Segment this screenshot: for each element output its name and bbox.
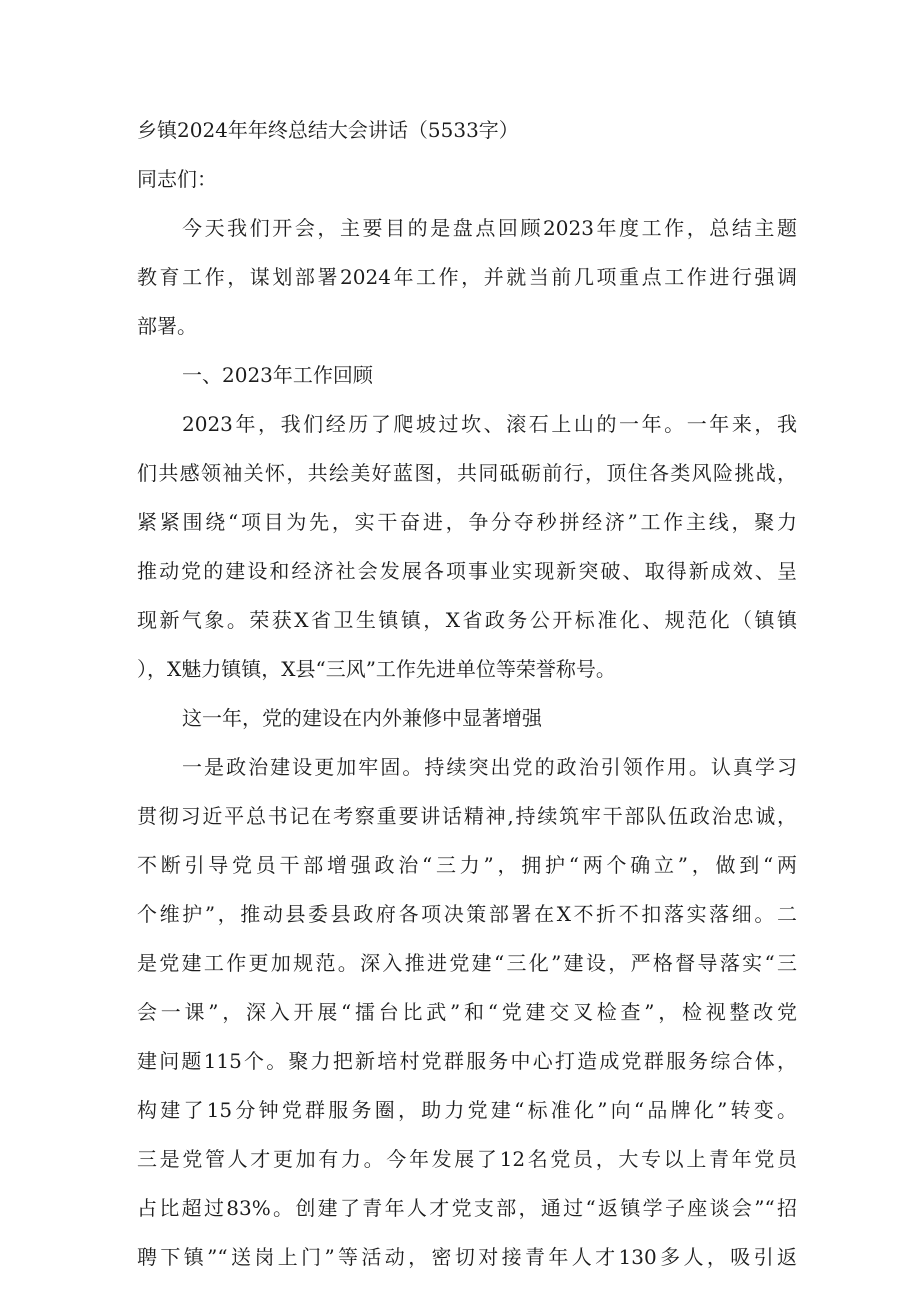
- review-line: 2023年，我们经历了爬坡过坎、滚石上山的一年。一年来，我: [182, 412, 797, 436]
- document-title: 乡镇2024年年终总结大会讲话（5533字）: [137, 118, 519, 142]
- party-line: 是党建工作更加规范。深入推进党建“三化”建设，严格督导落实“三: [137, 951, 797, 975]
- party-line: 三是党管人才更加有力。今年发展了12名党员，大专以上青年党员: [137, 1147, 797, 1171]
- party-line: 聘下镇”“送岗上门”等活动，密切对接青年人才130多人，吸引返: [137, 1245, 797, 1269]
- review-line: 现新气象。荣获X省卫生镇镇，X省政务公开标准化、规范化（镇镇: [137, 608, 797, 632]
- section-heading: 一、2023年工作回顾: [182, 363, 373, 387]
- intro-line: 今天我们开会，主要目的是盘点回顾2023年度工作，总结主题: [182, 216, 797, 240]
- review-line: ），X魅力镇镇，X县“三风”工作先进单位等荣誉称号。: [137, 657, 616, 681]
- intro-line: 教育工作，谋划部署2024年工作，并就当前几项重点工作进行强调: [137, 265, 797, 289]
- review-line: 们共感领袖关怀，共绘美好蓝图，共同砥砺前行，顶住各类风险挑战，: [137, 461, 797, 485]
- party-line: 一是政治建设更加牢固。持续突出党的政治引领作用。认真学习: [182, 755, 797, 779]
- party-line: 个维护”，推动县委县政府各项决策部署在X不折不扣落实落细。二: [137, 902, 797, 926]
- party-line: 贯彻习近平总书记在考察重要讲话精神,持续筑牢干部队伍政治忠诚，: [137, 804, 797, 828]
- party-line: 会一课”，深入开展“擂台比武”和“党建交叉检查”，检视整改党: [137, 1000, 797, 1024]
- review-line: 推动党的建设和经济社会发展各项事业实现新突破、取得新成效、呈: [137, 559, 797, 583]
- intro-line: 部署。: [137, 314, 197, 338]
- party-line: 占比超过83%。创建了青年人才党支部，通过“返镇学子座谈会”“招: [137, 1196, 797, 1220]
- salutation: 同志们：: [137, 167, 217, 191]
- party-line: 构建了15分钟党群服务圈，助力党建“标准化”向“品牌化”转变。: [137, 1098, 797, 1122]
- party-line: 建问题115个。聚力把新培村党群服务中心打造成党群服务综合体，: [137, 1049, 797, 1073]
- review-line: 紧紧围绕“项目为先，实干奋进，争分夺秒拼经济”工作主线，聚力: [137, 510, 797, 534]
- document-body: [137, 106, 797, 1282]
- party-line: 不断引导党员干部增强政治“三力”，拥护“两个确立”，做到“两: [137, 853, 797, 877]
- subsection-heading: 这一年，党的建设在内外兼修中显著增强: [182, 706, 542, 730]
